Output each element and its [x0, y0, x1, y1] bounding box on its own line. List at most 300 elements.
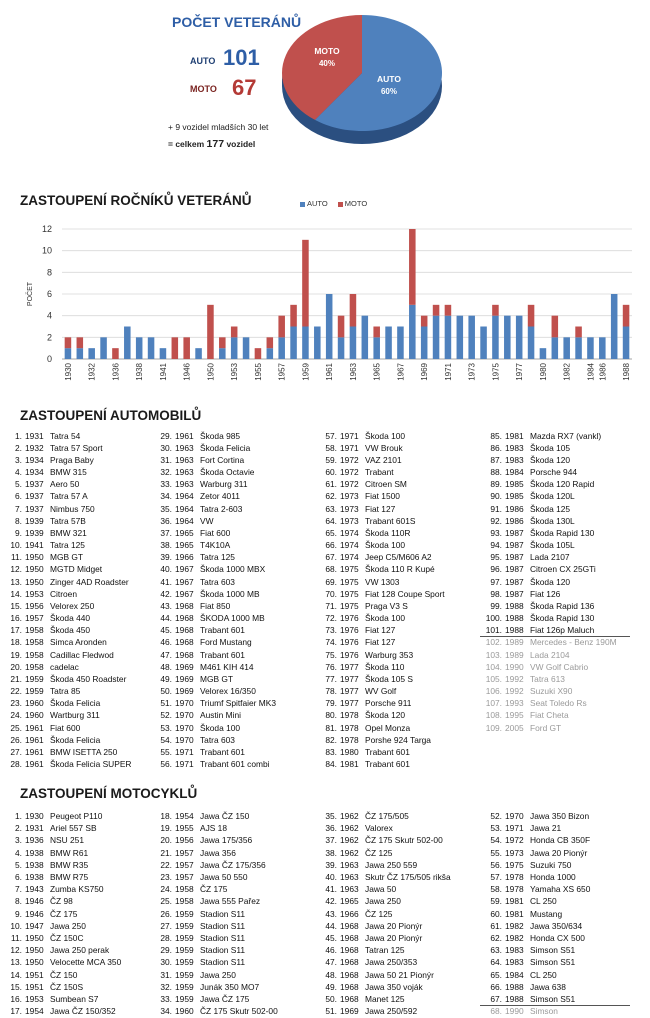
item-model: Jawa 250/353: [365, 957, 418, 968]
item-model: Trabant 601: [200, 746, 245, 757]
item-model: Škoda 100: [365, 613, 406, 624]
auto-list-item: [0, 673, 160, 685]
bar-auto-1956: [267, 348, 274, 359]
item-number: 33.: [160, 994, 172, 1004]
item-number: 28.: [160, 933, 172, 943]
item-year: 1968: [340, 981, 359, 992]
item-model: Sumbean S7: [50, 994, 99, 1004]
moto-count-label: MOTO: [190, 84, 217, 94]
item-model: ČZ 175 Skutr 502-00: [200, 1006, 278, 1017]
moto-list-item: [315, 810, 475, 822]
item-year: 1975: [340, 600, 359, 611]
younger-vehicles-note: + 9 vozidel mladších 30 let: [168, 122, 269, 132]
x-tick-label: 1941: [158, 363, 168, 381]
item-year: 1963: [175, 454, 194, 465]
item-number: 77.: [325, 673, 337, 684]
item-model: Tatra 85: [50, 686, 81, 697]
auto-list-item: [315, 454, 475, 466]
auto-list-item: [315, 636, 475, 648]
auto-list-item: [480, 527, 640, 539]
bar-moto-1936: [112, 348, 119, 359]
legend-swatch-moto: [338, 202, 343, 207]
item-year: 1986: [505, 503, 524, 514]
item-year: 1980: [340, 746, 359, 757]
moto-list-item: [0, 993, 160, 1005]
item-model: Tatra 603: [200, 576, 235, 587]
item-model: Tatra 54: [50, 430, 81, 441]
item-number: 68.: [490, 1006, 502, 1017]
item-number: 29.: [160, 945, 172, 956]
item-number: 58.: [325, 442, 337, 453]
item-model: Peugeot P110: [50, 811, 103, 821]
item-year: 1959: [175, 957, 194, 968]
auto-list-item: [150, 673, 310, 685]
item-model: Tatra 2-603: [200, 503, 243, 514]
item-year: 1962: [340, 823, 359, 834]
moto-list-item: [315, 993, 475, 1005]
item-number: 43.: [160, 600, 172, 611]
item-number: 10.: [10, 540, 22, 551]
bar-moto-1943: [172, 337, 179, 359]
item-year: 1975: [505, 859, 524, 870]
item-model: Yamaha XS 650: [530, 884, 591, 895]
item-number: 29.: [160, 430, 172, 441]
auto-list-item: [0, 503, 160, 515]
auto-list-item: [480, 454, 640, 466]
item-year: 1931: [25, 430, 44, 441]
item-year: 1988: [505, 981, 524, 992]
item-model: Fiat Cheta: [530, 710, 569, 721]
item-year: 1990: [505, 661, 524, 672]
bar-moto-1958: [290, 305, 297, 327]
auto-list-item: [150, 697, 310, 709]
bar-moto-1953: [231, 327, 238, 338]
item-year: 1938: [25, 872, 44, 882]
item-number: 79.: [325, 698, 337, 709]
item-year: 1968: [340, 969, 359, 980]
item-model: ŠKODA 1000 MB: [200, 613, 265, 624]
total-prefix: = celkem: [168, 139, 205, 149]
item-year: 1937: [25, 479, 44, 490]
item-year: 1963: [340, 884, 359, 895]
item-model: Jawa 350/634: [530, 920, 583, 931]
item-year: 1972: [505, 835, 524, 846]
item-year: 1970: [505, 811, 524, 821]
auto-list-item: [315, 466, 475, 478]
item-model: Fiat 128 Coupe Sport: [365, 588, 445, 599]
item-model: Jawa 250 559: [365, 859, 418, 870]
item-year: 1970: [175, 698, 194, 709]
item-year: 1955: [175, 823, 194, 834]
auto-list-item: [480, 685, 640, 697]
moto-list-item: [150, 932, 310, 944]
moto-list-item: [315, 969, 475, 981]
auto-list-separator: [480, 636, 630, 637]
auto-list-item: [150, 722, 310, 734]
item-year: 2005: [505, 722, 524, 733]
item-model: Škoda 985: [200, 430, 241, 441]
pie-percent-moto: 40%: [318, 59, 336, 68]
item-number: 37.: [325, 835, 337, 846]
item-year: 1965: [175, 527, 194, 538]
item-year: 1957: [25, 613, 44, 624]
item-model: Mustang: [530, 908, 563, 919]
item-model: Jawa 50 21 Pionýr: [365, 969, 434, 980]
auto-list-item: [150, 478, 310, 490]
item-number: 66.: [325, 540, 337, 551]
item-year: 1995: [505, 710, 524, 721]
item-year: 1971: [505, 823, 524, 834]
item-number: 86.: [490, 442, 502, 453]
moto-list-item: [315, 944, 475, 956]
item-number: 17.: [10, 625, 22, 636]
item-model: WV Golf: [365, 686, 397, 697]
item-year: 1978: [340, 722, 359, 733]
item-number: 22.: [160, 859, 172, 870]
item-number: 13.: [10, 576, 22, 587]
bar-auto-1961: [326, 294, 333, 359]
item-number: 62.: [325, 491, 337, 502]
moto-list-item: [480, 932, 640, 944]
item-model: Škoda 130L: [530, 515, 575, 526]
item-year: 1988: [505, 600, 524, 611]
x-tick-label: 1986: [598, 363, 608, 381]
auto-list-item: [150, 515, 310, 527]
y-tick-label: 4: [46, 310, 52, 321]
item-number: 106.: [485, 686, 502, 697]
item-year: 1974: [340, 527, 359, 538]
item-year: 1934: [25, 467, 44, 477]
item-model: Trabant 601: [365, 746, 410, 757]
item-year: 1950: [25, 945, 44, 956]
moto-count-value: 67: [232, 75, 257, 100]
auto-list-item: [315, 758, 475, 770]
item-number: 92.: [490, 515, 502, 526]
auto-list-item: [480, 600, 640, 612]
item-year: 1983: [505, 957, 524, 968]
auto-list-item: [150, 490, 310, 502]
auto-list-item: [0, 697, 160, 709]
item-number: 38.: [160, 540, 172, 551]
item-number: 59.: [325, 454, 337, 465]
auto-list-item: [480, 697, 640, 709]
item-number: 24.: [160, 884, 172, 895]
x-tick-label: 1955: [253, 363, 263, 381]
bar-auto-1977: [516, 316, 523, 359]
item-year: 1965: [175, 540, 194, 551]
bar-auto-1964: [362, 316, 369, 359]
item-number: 16.: [10, 994, 22, 1004]
item-number: 91.: [490, 503, 502, 514]
auto-section-title: ZASTOUPENÍ AUTOMOBILŮ: [20, 408, 202, 423]
moto-list-item: [0, 956, 160, 968]
bar-auto-1941: [160, 348, 167, 359]
item-year: 1964: [175, 491, 194, 502]
item-model: Škoda 450 Roadster: [50, 673, 127, 684]
auto-list-item: [315, 430, 475, 442]
item-model: Jawa ČZ 175: [200, 994, 250, 1004]
item-year: 1987: [505, 552, 524, 563]
item-number: 39.: [325, 859, 337, 870]
item-number: 34.: [160, 1006, 172, 1017]
item-number: 60.: [325, 467, 337, 477]
bar-auto-1938: [136, 337, 143, 359]
item-model: Tatra 57 Sport: [50, 442, 103, 453]
item-model: Suzuki 750: [530, 859, 572, 870]
bar-auto-1954: [243, 337, 250, 359]
bar-auto-1953: [231, 337, 238, 359]
item-number: 20.: [160, 835, 172, 846]
item-model: Lada 2104: [530, 649, 570, 660]
item-year: 1960: [25, 710, 44, 721]
item-number: 98.: [490, 588, 502, 599]
item-year: 1947: [25, 920, 44, 931]
bar-auto-1937: [124, 327, 131, 360]
item-model: Junák 350 MO7: [200, 981, 260, 992]
pie-slices: [282, 15, 442, 131]
auto-list-item: [315, 624, 475, 636]
item-year: 1966: [340, 908, 359, 919]
item-number: 42.: [160, 588, 172, 599]
auto-list-item: [0, 600, 160, 612]
item-model: MGB GT: [50, 552, 84, 563]
moto-list-item: [150, 859, 310, 871]
item-model: Jawa 638: [530, 981, 566, 992]
moto-list-item: [315, 932, 475, 944]
moto-list-item: [150, 969, 310, 981]
item-model: Honda CB 350F: [530, 835, 591, 846]
item-year: 1981: [505, 430, 524, 441]
item-model: Škoda 1000 MB: [200, 588, 260, 599]
item-number: 38.: [325, 847, 337, 858]
moto-list-item: [0, 847, 160, 859]
item-number: 84.: [325, 759, 337, 770]
item-number: 41.: [325, 884, 337, 895]
bar-auto-1960: [314, 327, 321, 360]
item-number: 44.: [325, 920, 337, 931]
auto-list-item: [480, 539, 640, 551]
chart-legend: [300, 199, 375, 208]
item-number: 49.: [160, 673, 172, 684]
item-number: 3.: [15, 835, 22, 846]
bar-moto-1975: [492, 305, 499, 316]
item-number: 26.: [160, 908, 172, 919]
item-number: 35.: [325, 811, 337, 821]
moto-list-item: [480, 969, 640, 981]
auto-list-item: [315, 563, 475, 575]
item-year: 1968: [340, 994, 359, 1004]
item-year: 1969: [175, 673, 194, 684]
bar-auto-1981: [552, 337, 559, 359]
item-number: 52.: [490, 811, 502, 821]
bar-moto-1950: [207, 305, 214, 359]
bar-moto-1970: [433, 305, 440, 316]
item-number: 5.: [15, 859, 22, 870]
auto-list-item: [0, 551, 160, 563]
item-model: Škoda 120 Rapid: [530, 479, 595, 490]
auto-list-item: [150, 734, 310, 746]
item-model: Škoda 100: [200, 722, 241, 733]
item-year: 1958: [175, 884, 194, 895]
item-model: Stadion S11: [200, 920, 246, 931]
item-number: 21.: [160, 847, 172, 858]
item-model: MGB GT: [200, 673, 234, 684]
item-model: Škoda 1000 MBX: [200, 564, 266, 575]
item-number: 52.: [160, 710, 172, 721]
item-number: 30.: [160, 957, 172, 968]
item-model: Mazda RX7 (vankl): [530, 430, 602, 441]
item-model: ČZ 125: [365, 847, 393, 858]
item-year: 1964: [175, 503, 194, 514]
moto-list-item: [0, 1005, 160, 1017]
auto-list-item: [0, 563, 160, 575]
item-number: 76.: [325, 661, 337, 672]
auto-list-item: [480, 624, 640, 636]
item-model: Jawa 50: [365, 884, 397, 895]
y-tick-label: 0: [46, 354, 52, 364]
item-number: 63.: [325, 503, 337, 514]
bar-auto-1982: [563, 337, 570, 359]
item-year: 1978: [505, 872, 524, 882]
item-year: 1959: [175, 933, 194, 943]
auto-list-item: [150, 624, 310, 636]
bar-auto-1970: [433, 316, 440, 359]
item-model: Jawa 20 Pionýr: [365, 933, 423, 943]
item-model: Fiat 600: [200, 527, 231, 538]
auto-list-item: [0, 685, 160, 697]
item-model: Jawa 356: [200, 847, 236, 858]
auto-list-item: [150, 563, 310, 575]
moto-list-item: [315, 920, 475, 932]
auto-list-item: [150, 551, 310, 563]
item-model: Škoda Felicia SUPER: [50, 759, 132, 770]
item-year: 1966: [175, 552, 194, 563]
item-model: Trabant 601: [200, 649, 245, 660]
item-year: 1984: [505, 467, 524, 477]
moto-list-item: [480, 895, 640, 907]
item-number: 107.: [485, 698, 502, 709]
item-model: Zinger 4AD Roadster: [50, 576, 129, 587]
moto-list-item: [150, 993, 310, 1005]
item-model: Trabant 601 combi: [200, 759, 270, 770]
item-number: 30.: [160, 442, 172, 453]
item-year: 1957: [175, 859, 194, 870]
auto-count-label: AUTO: [190, 56, 216, 66]
item-number: 55.: [160, 746, 172, 757]
item-number: 48.: [325, 969, 337, 980]
item-number: 61.: [325, 479, 337, 490]
bar-auto-1978: [528, 327, 535, 360]
moto-list-item: [150, 944, 310, 956]
item-year: 1934: [25, 454, 44, 465]
item-model: CL 250: [530, 969, 557, 980]
item-model: Praga Baby: [50, 454, 94, 465]
auto-list-item: [315, 600, 475, 612]
item-year: 1975: [340, 588, 359, 599]
item-number: 25.: [160, 896, 172, 907]
x-tick-label: 1965: [372, 363, 382, 381]
moto-list-item: [480, 920, 640, 932]
item-number: 21.: [10, 673, 22, 684]
bar-auto-1930: [65, 348, 72, 359]
x-tick-label: 1957: [277, 363, 287, 381]
moto-list-item: [315, 956, 475, 968]
auto-list-item: [480, 503, 640, 515]
auto-list-item: [315, 503, 475, 515]
bar-moto-1962: [338, 316, 345, 338]
item-model: Tatra 57B: [50, 515, 86, 526]
item-number: 62.: [490, 933, 502, 943]
item-model: Škoda 440: [50, 613, 91, 624]
item-year: 1990: [505, 1006, 524, 1017]
item-year: 1953: [25, 588, 44, 599]
item-number: 8.: [15, 896, 22, 907]
item-number: 1.: [15, 430, 22, 441]
item-year: 1970: [175, 710, 194, 721]
auto-list-item: [0, 746, 160, 758]
auto-list-item: [0, 649, 160, 661]
item-number: 64.: [490, 957, 502, 968]
item-model: Jawa ČZ 150: [200, 811, 250, 821]
item-number: 87.: [490, 454, 502, 465]
item-year: 1989: [505, 637, 524, 648]
auto-list-item: [150, 649, 310, 661]
item-model: Škoda Felicia: [200, 442, 251, 453]
item-year: 1987: [505, 564, 524, 575]
item-model: Ford GT: [530, 722, 562, 733]
item-year: 1936: [25, 835, 44, 846]
auto-list-item: [315, 539, 475, 551]
item-year: 1957: [175, 847, 194, 858]
auto-list-item: [150, 430, 310, 442]
item-year: 1983: [505, 454, 524, 465]
item-year: 1954: [175, 811, 194, 821]
auto-list-item: [0, 576, 160, 588]
auto-list-item: [480, 722, 640, 734]
auto-list-item: [480, 612, 640, 624]
item-number: 32.: [160, 981, 172, 992]
moto-list-item: [480, 847, 640, 859]
item-number: 13.: [10, 957, 22, 968]
y-axis-label: POČET: [27, 281, 34, 307]
moto-list-item: [0, 834, 160, 846]
auto-list-item: [150, 636, 310, 648]
item-year: 1937: [25, 491, 44, 502]
auto-list-item: [0, 612, 160, 624]
item-model: Praga V3 S: [365, 600, 408, 611]
item-model: Ariel 557 SB: [50, 823, 97, 834]
moto-list-item: [0, 981, 160, 993]
item-model: Fiat 850: [200, 600, 231, 611]
item-model: ČZ 150: [50, 969, 78, 980]
item-number: 103.: [485, 649, 502, 660]
item-model: Škoda 120: [365, 710, 406, 721]
item-model: Fiat 127: [365, 625, 396, 636]
y-tick-label: 10: [41, 245, 52, 256]
bar-moto-1951: [219, 337, 226, 348]
item-model: Jawa 555 Pařez: [200, 896, 261, 907]
auto-list-item: [0, 661, 160, 673]
item-year: 1972: [340, 479, 359, 490]
item-year: 1975: [340, 564, 359, 575]
bar-auto-1988: [623, 327, 630, 360]
item-year: 1930: [25, 811, 44, 821]
item-model: Austin Mini: [200, 710, 241, 721]
auto-list-item: [150, 758, 310, 770]
item-model: Fiat 126p Maluch: [530, 625, 595, 636]
moto-list-item: [0, 859, 160, 871]
bar-auto-1972: [457, 316, 464, 359]
